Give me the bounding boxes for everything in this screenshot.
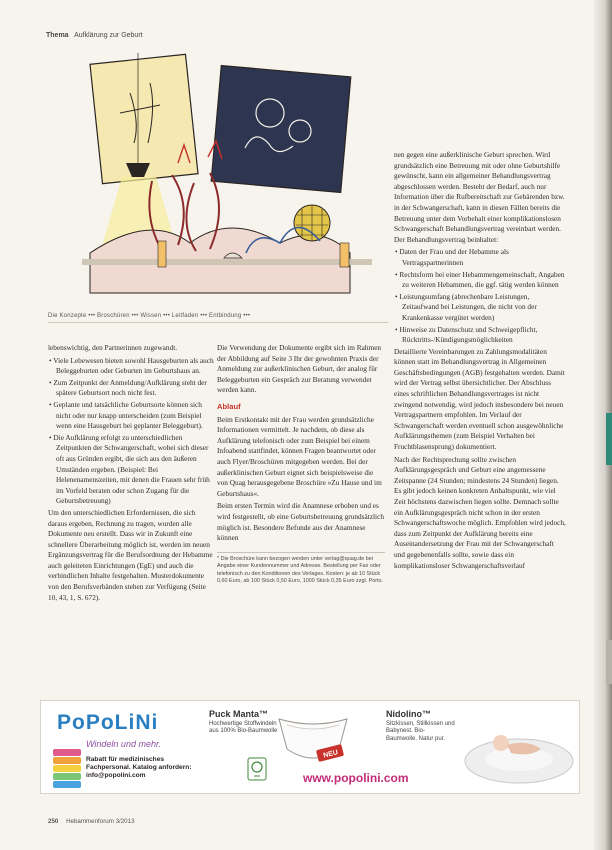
puck-manta-description: Hochwertige Stoffwindeln aus 100% Bio-Baumwolle (209, 721, 278, 735)
col3-bullet: • Hinweise zu Datenschutz und Schweigepflicht, Rücktritts-/Kündigungsmöglichkeiten (395, 324, 538, 345)
article-illustration (60, 53, 380, 305)
col1-bullet: • Geplante und tatsächliche Geburtsorte können sich nicht oder nur knapp unterscheiden (zum Beispiel wenn eine Hausgeburt bei geplanter Beleggeburt). (49, 399, 203, 431)
col1-bullet: • Zum Zeitpunkt der Anmeldung/Aufklärung steht der spätere Geburtsort noch nicht fest. (49, 377, 207, 398)
col1-bullet: • Viele Lebewesen bieten sowohl Hausgeburten als auch Beleggeburten oder Geburten im Geburtshaus an. (49, 355, 214, 376)
puck-manta-title: Puck Manta™ (209, 709, 269, 719)
page-number: 250 (48, 818, 59, 825)
col2-paragraph: Beim ersten Termin wird die Anamnese erhoben und es wird festgestellt, ob eine Geburtsbetreuung grundsätzlich möglich ist. Besondere Befunde aus der Anamnese können (217, 501, 384, 543)
text-column-3 (394, 150, 566, 573)
nursing-pillow-image (459, 713, 577, 789)
edge-tab-marker (606, 640, 612, 684)
diaper-stack-image (53, 749, 81, 789)
popolini-logo[interactable]: PoPoLiNi (57, 711, 159, 734)
header-topic: Aufklärung zur Geburt (74, 32, 143, 39)
ad-discount-text: Rabatt für medizinisches Fachpersonal. Katalog anfordern: info@popolini.com (86, 756, 192, 780)
col3-bullet: • Daten der Frau und der Hebamme als Vertragspartnerinnen (395, 247, 509, 267)
col3-paragraph: nen gegen eine außerklinische Geburt sprechen. Wird grundsätzlich eine Betreuung mit oder ohne Geburtshilfe gewünscht, kann ein allgemeiner Behandlungsvertrag abgeschlossen werden. Besteht der Bedarf, auch nur Information über die Rufbereitschaft zur Gebärenden bzw. in der Schwangerschaft, kann in diesen Fällen bereits die Betreuung unter dem Vorbehalt einer komplikationslosen Schwangerschaft Behandlungsvertrag vereinbart werden. Der Behandlungsvertrag beinhaltet: (394, 150, 565, 244)
nidolino-title: Nidolino™ (386, 709, 431, 719)
illustration-caption: Die Konzepte ••• Broschüren ••• Wissen ••• Leitfaden ••• Entbindung ••• (48, 313, 388, 323)
journal-name: Hebammenforum 3/2013 (66, 818, 135, 825)
organic-cotton-icon (247, 757, 267, 781)
popolini-url-link[interactable]: www.popolini.com (303, 771, 409, 785)
new-badge: NEU (322, 749, 339, 760)
col3-bullet: • Leistungsumfang (abrechenbare Leistungen, Zeitaufwand bei Leistungen, die nicht von der Krankenkasse vergütet werden) (395, 291, 537, 322)
edge-tab-marker (606, 413, 612, 465)
page-footer (48, 818, 135, 825)
col2-paragraph: Die Verwendung der Dokumente ergibt sich im Rahmen der Abbildung auf Seite 3 Ihr der gewohnten Praxis der Anmeldung zur außerklinischen Geburt, der analog für Beleggeburten ein Gespräch zur Beratung verwendet werden kann. (217, 343, 382, 395)
col3-paragraph: Detaillierte Vereinbarungen zu Zahlungsmodalitäten können statt im Behandlungsvertrag in Allgemeinen Geschäftsbedingungen (AGB) festgehalten werden. Damit wird der Vertrag selbst übersichtlicher. Der Abschluss eines schriftlichen Behandlungsvertrages ist nicht zwingend notwendig, wird jedoch insbesondere bei neuen Vertragspartnern empfohlen. Im Verlauf der Schwangerschaft werden eventuell schon ausgewöhnliche Aufklärungsthemen (zum Beispiel Verhalten bei Fruchtblasensprung) dokumentiert. (394, 346, 565, 452)
col1-outro: Um den unterschiedlichen Erfordernissen, die sich daraus ergeben, Rechnung zu tragen, wurden alle Dokumente neu erstellt. Dass wir in Zukunft eine schnellere Überarbeitung möglich ist, werden im neuen Ergänzungsvertrag für die Berufsordnung der Hebamme auch geleiteten Einrichtungen (EgE) und auch die verbindlichen Inhalte festgehalten. Musterdokumente von den Berufsverbänden stehen zur Verfügung (Seite 10, 43, 1, S. 672). (48, 507, 213, 602)
col1-bullet: • Die Aufklärung erfolgt zu unterschiedlichen Zeitpunkten der Schwangerschaft, wobei sich dieser oft aus Gründen ergibt, die sich aus den äußeren Umständen ergeben. (Beispiel: Bei Helenenamenszeiten, mit denen die Frauen sehr früh im Vorfeld beraten oder schon Zugang für die Geburtsbetreuung) (49, 432, 210, 506)
running-header (46, 32, 143, 39)
section-heading: Ablauf (217, 401, 241, 411)
header-section: Thema (46, 32, 69, 39)
nidolino-description: Sitzkissen, Stillkissen und Babynest. Bio-Baumwolle. Natur pur. (386, 721, 455, 742)
col3-paragraph: Nach der Rechtsprechung sollte zwischen Aufklärungsgespräch und Geburt eine angemessene Zeitspanne (24 Stunden; mindestens 24 Stunden) liegen. Es gibt jedoch keinen konkreten Anhaltspunkt, wie viel Zeit höchstens dazwischen liegen sollte. Demnach sollte ein Aufklärungsgespräch nicht schon in der ersten Schwangerschaftswoche möglich. Empfohlen wird jedoch, dass zum Zeitpunkt der Aufklärung bereits eine Auseinandersetzung der Frau mit der Schwangerschaft und gegebenenfalls sollte, sowie dass ein komplikationsloser Schwangerschaftsverlauf (394, 454, 566, 570)
diaper-product-image (273, 709, 353, 769)
col3-bullet: • Rechtsform bei einer Hebammengemeinschaft, Angaben zu weiteren Hebammen, die ggf. tätig werden können (395, 269, 565, 290)
text-column-1 (48, 343, 216, 605)
footnote: * Die Broschüre kann bezogen werden unter verlag@quag.de bei Angabe einer Kundennummer und Adresse. Bestellung per Fax oder telefonisch zu den Konditionen des Verlages. Kosten: je ab 10 Stück 0,60 Euro, ab 100 Stück 0,50 Euro, 1000 Stück 0,35 Euro zzgl. Porto. (217, 552, 385, 586)
text-column-2 (217, 343, 385, 586)
col1-intro: lebenswichtig, den Partnerinnen zugewandt. (48, 343, 178, 352)
ad-tagline: Windeln und mehr. (86, 739, 162, 749)
popolini-advertisement[interactable] (40, 700, 580, 794)
col2-paragraph: Beim Erstkontakt mit der Frau werden grundsätzliche Informationen vermittelt. Je nachdem, ob diese als Aufklärung telefonisch oder zum Beispiel bei einem Infoabend stattfindet, können Fragen beantwortet oder auch Flyer/Broschüren mitgegeben werden. Bei der außerklinischen Geburt eignet sich beispielsweise die von Quag herausgegebene Broschüre »Zu Hause und im Geburtshaus«. (217, 414, 382, 498)
